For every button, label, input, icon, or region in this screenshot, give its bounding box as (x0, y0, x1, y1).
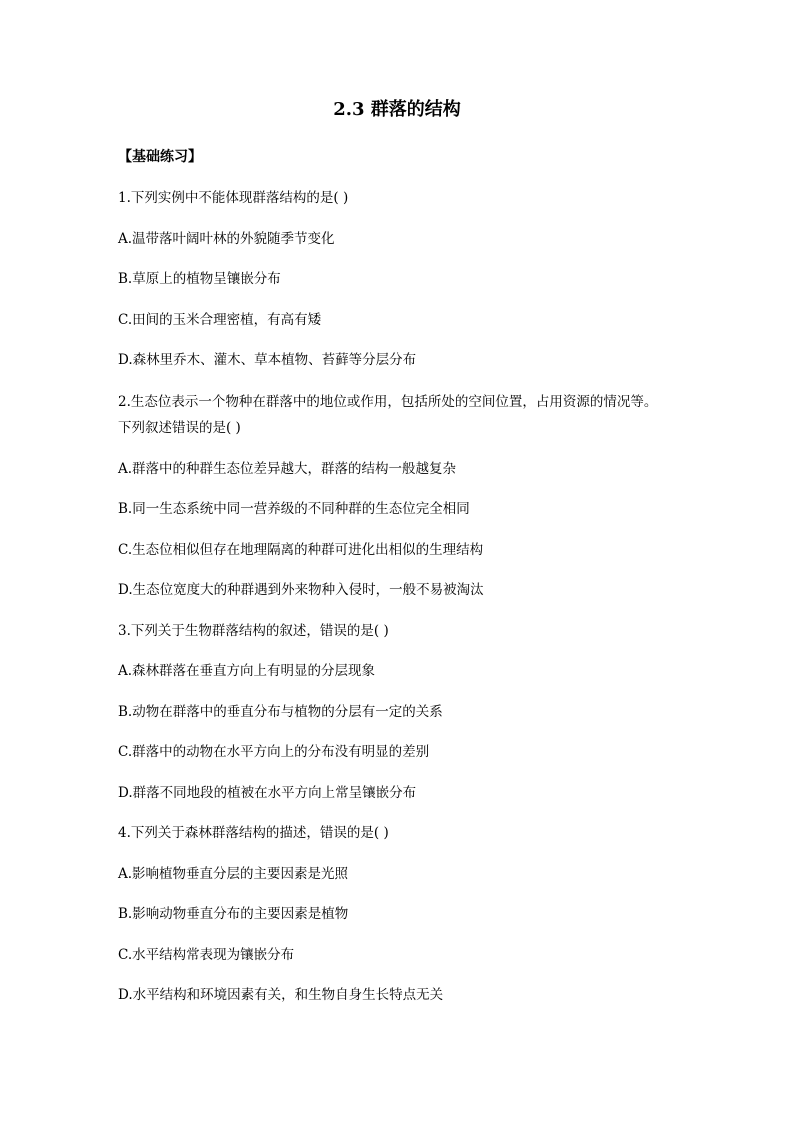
question-3-stem: 3.下列关于生物群落结构的叙述，错误的是( ) (118, 623, 389, 639)
question-4-option-a: A.影响植物垂直分层的主要因素是光照 (118, 866, 349, 882)
question-2-stem: 2.生态位表示一个物种在群落中的地位或作用，包括所处的空间位置，占用资源的情况等。下列叙述错误的是( ) (118, 394, 658, 436)
question-4-option-d: D.水平结构和环境因素有关，和生物自身生长特点无关 (118, 987, 444, 1003)
question-3-option-c: C.群落中的动物在水平方向上的分布没有明显的差别 (118, 744, 430, 760)
page-title: 2.3 群落的结构 (333, 99, 461, 120)
question-2-option-b: B.同一生态系统中同一营养级的不同种群的生态位完全相同 (118, 501, 470, 517)
section-heading: 【基础练习】 (118, 149, 202, 165)
question-1-option-a: A.温带落叶阔叶林的外貌随季节变化 (118, 231, 335, 247)
question-4-option-b: B.影响动物垂直分布的主要因素是植物 (118, 906, 349, 922)
question-1-option-d: D.森林里乔木、灌木、草本植物、苔藓等分层分布 (118, 352, 417, 368)
question-4-option-c: C.水平结构常表现为镶嵌分布 (118, 947, 295, 963)
question-3-option-a: A.森林群落在垂直方向上有明显的分层现象 (118, 663, 376, 679)
question-3-option-d: D.群落不同地段的植被在水平方向上常呈镶嵌分布 (118, 785, 417, 801)
question-1-option-c: C.田间的玉米合理密植，有高有矮 (118, 312, 322, 328)
question-2-option-a: A.群落中的种群生态位差异越大，群落的结构一般越复杂 (118, 461, 457, 477)
question-1-stem: 1.下列实例中不能体现群落结构的是( ) (118, 190, 349, 206)
question-1-option-b: B.草原上的植物呈镶嵌分布 (118, 271, 281, 287)
question-2-option-c: C.生态位相似但存在地理隔离的种群可进化出相似的生理结构 (118, 542, 484, 558)
question-3-option-b: B.动物在群落中的垂直分布与植物的分层有一定的关系 (118, 704, 443, 720)
question-4-stem: 4.下列关于森林群落结构的描述，错误的是( ) (118, 825, 389, 841)
question-2-option-d: D.生态位宽度大的种群遇到外来物种入侵时，一般不易被淘汰 (118, 582, 484, 598)
